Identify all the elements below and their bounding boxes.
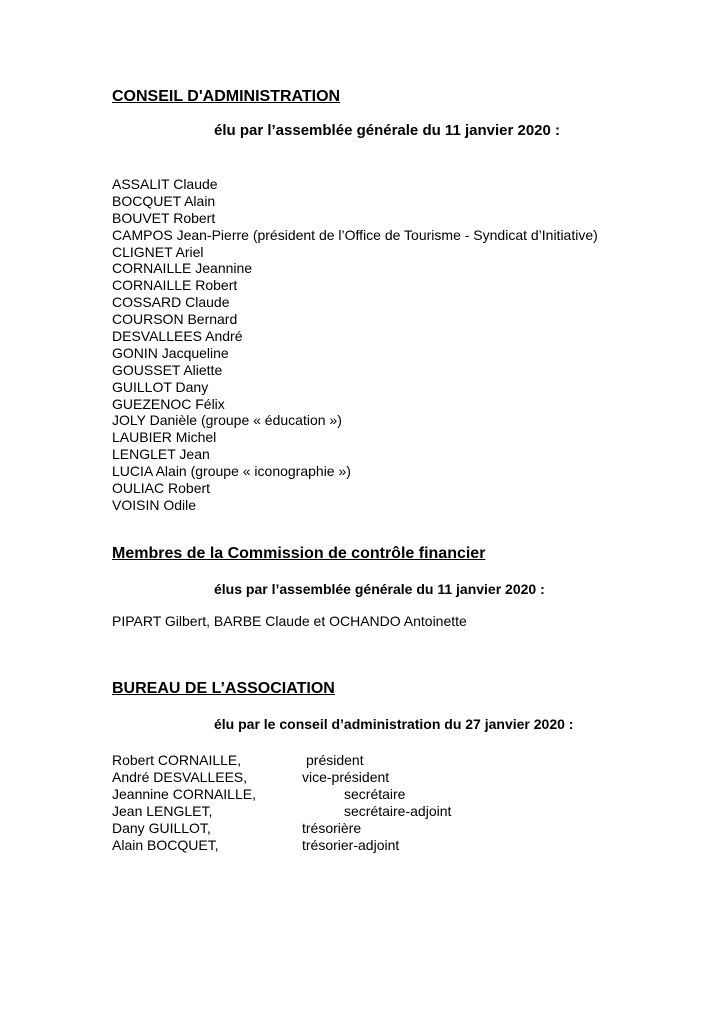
list-item: COURSON Bernard [112, 311, 238, 328]
list-item: JOLY Danièle (groupe « éducation ») [112, 412, 342, 429]
bureau-member-role: trésorier-adjoint [302, 837, 400, 853]
bureau-row [112, 769, 612, 786]
commission-title: Membres de la Commission de contrôle financier [112, 545, 486, 562]
list-item: BOCQUET Alain [112, 192, 216, 209]
commission-subtitle: élus par l’assemblée générale du 11 janvier 2020 : [214, 581, 545, 597]
bureau-member-name: Dany GUILLOT, [112, 820, 211, 836]
conseil-members-list [112, 176, 598, 514]
bureau-member-name: André DESVALLEES, [112, 769, 248, 785]
list-item: CORNAILLE Robert [112, 277, 238, 294]
bureau-member-role: secrétaire-adjoint [344, 803, 452, 819]
list-item: CORNAILLE Jeannine [112, 260, 253, 277]
bureau-title: BUREAU DE L’ASSOCIATION [112, 680, 335, 697]
list-item: GUEZENOC Félix [112, 395, 225, 412]
list-item: BOUVET Robert [112, 209, 216, 226]
list-item: LUCIA Alain (groupe « iconographie ») [112, 463, 351, 480]
bureau-row [112, 786, 612, 803]
list-item: GONIN Jacqueline [112, 344, 229, 361]
bureau-member-name: Jeannine CORNAILLE, [112, 786, 256, 802]
bureau-member-role: vice-président [302, 769, 390, 785]
list-item: COSSARD Claude [112, 294, 230, 311]
bureau-row [112, 803, 612, 820]
list-item: LAUBIER Michel [112, 429, 217, 446]
bureau-member-name: Jean LENGLET, [112, 803, 213, 819]
bureau-member-name: Robert CORNAILLE, [112, 752, 242, 768]
bureau-subtitle: élu par le conseil d’administration du 27 janvier 2020 : [214, 716, 574, 732]
list-item: CLIGNET Ariel [112, 243, 204, 260]
list-item: ASSALIT Claude [112, 176, 218, 192]
conseil-subtitle: élu par l’assemblée générale du 11 janvier 2020 : [214, 122, 561, 139]
bureau-member-role: trésorière [302, 820, 362, 836]
commission-members: PIPART Gilbert, BARBE Claude et OCHANDO Antoinette [112, 613, 467, 629]
bureau-member-name: Alain BOCQUET, [112, 837, 219, 853]
list-item: GOUSSET Aliette [112, 361, 223, 378]
conseil-title: CONSEIL D'ADMINISTRATION [112, 88, 341, 105]
list-item: VOISIN Odile [112, 496, 197, 513]
list-item: OULIAC Robert [112, 480, 211, 497]
bureau-member-role: président [306, 752, 364, 768]
list-item: DESVALLEES André [112, 328, 243, 345]
bureau-row [112, 820, 612, 837]
bureau-row [112, 837, 612, 854]
list-item: CAMPOS Jean-Pierre (président de l’Office de Tourisme - Syndicat d’Initiative) [112, 226, 598, 243]
list-item: LENGLET Jean [112, 446, 210, 463]
bureau-row [112, 752, 612, 769]
bureau-member-role: secrétaire [344, 786, 406, 802]
list-item: GUILLOT Dany [112, 378, 209, 395]
